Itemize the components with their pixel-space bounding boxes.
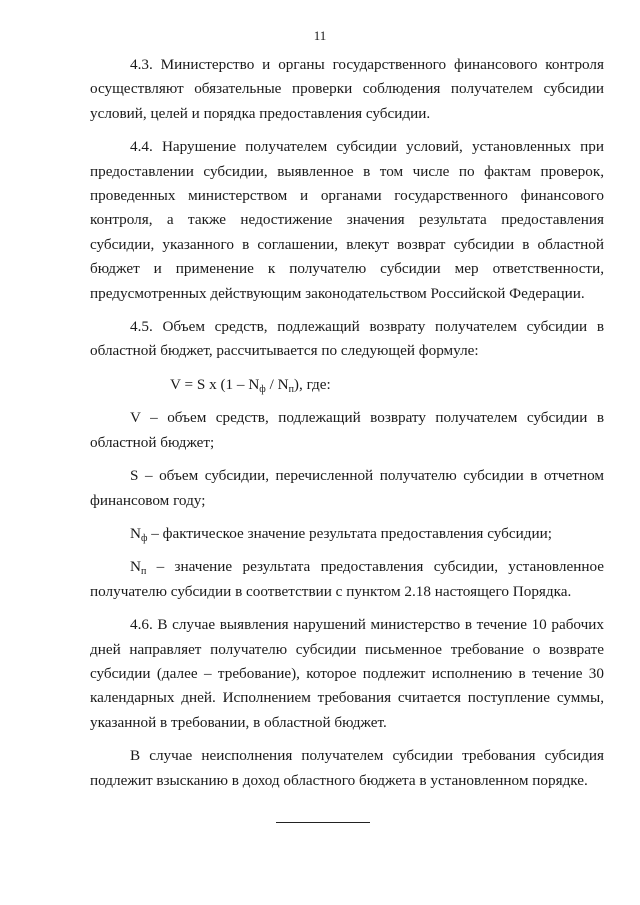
document-body xyxy=(90,53,604,802)
np-sub: п xyxy=(140,566,147,578)
formula-sub-f: ф xyxy=(259,383,266,395)
paragraph-4-5: 4.5. Объем средств, подлежащий возврату получателем субсидии в областной бюджет, рассчитывается по следующей формуле: xyxy=(90,318,604,360)
end-divider-line xyxy=(276,822,370,823)
formula-sub-p: п xyxy=(288,383,294,395)
paragraph-4-6: 4.6. В случае выявления нарушений министерство в течение 10 рабочих дней направляет получателю субсидии письменное требование о возврате субсидии (далее – требование), которое подлежит исполнению в течение 30 календарных дней. Исполнением требования считается поступление суммы, указанной в требовании, в областной бюджет. xyxy=(90,616,604,731)
np-symbol: N xyxy=(130,558,141,576)
nf-sub: ф xyxy=(140,532,148,544)
definition-s: S – объем субсидии, перечисленной получателю субсидии в отчетном финансовом году; xyxy=(90,467,604,509)
formula xyxy=(90,373,604,397)
paragraph-4-4: 4.4. Нарушение получателем субсидии условий, установленных при предоставлении субсидии, выявленное в том числе по фактам проверок, проведенных министерством и органами государственного финансового контроля, а также недостижение значения результата предоставления субсидии, указанного в соглашении, влекут возврат субсидии в областной бюджет и применение к получателю субсидии мер ответственности, предусмотренных действующим законодательством Российской Федерации. xyxy=(90,138,604,302)
np-text: – значение результата предоставления субсидии, установленное получателю субсидии в соответствии с пунктом 2.18 настоящего Порядка. xyxy=(90,558,604,600)
definition-nf xyxy=(90,522,604,546)
page-number: 11 xyxy=(313,28,327,43)
paragraph-final: В случае неисполнения получателем субсидии требования субсидия подлежит взысканию в доход областного бюджета в установленном порядке. xyxy=(90,747,604,789)
nf-text: – фактическое значение результата предоставления субсидии; xyxy=(147,524,552,542)
formula-suffix: ), где: xyxy=(293,375,331,393)
definition-v: V – объем средств, подлежащий возврату получателем субсидии в областной бюджет; xyxy=(90,409,604,451)
definition-np xyxy=(90,555,604,604)
formula-mid: / N xyxy=(265,375,289,393)
formula-prefix: V = S x (1 – N xyxy=(170,375,260,393)
paragraph-4-3: 4.3. Министерство и органы государственного финансового контроля осуществляют обязательные проверки соблюдения получателем субсидии условий, целей и порядка предоставления субсидии. xyxy=(90,56,604,122)
nf-symbol: N xyxy=(130,524,141,542)
